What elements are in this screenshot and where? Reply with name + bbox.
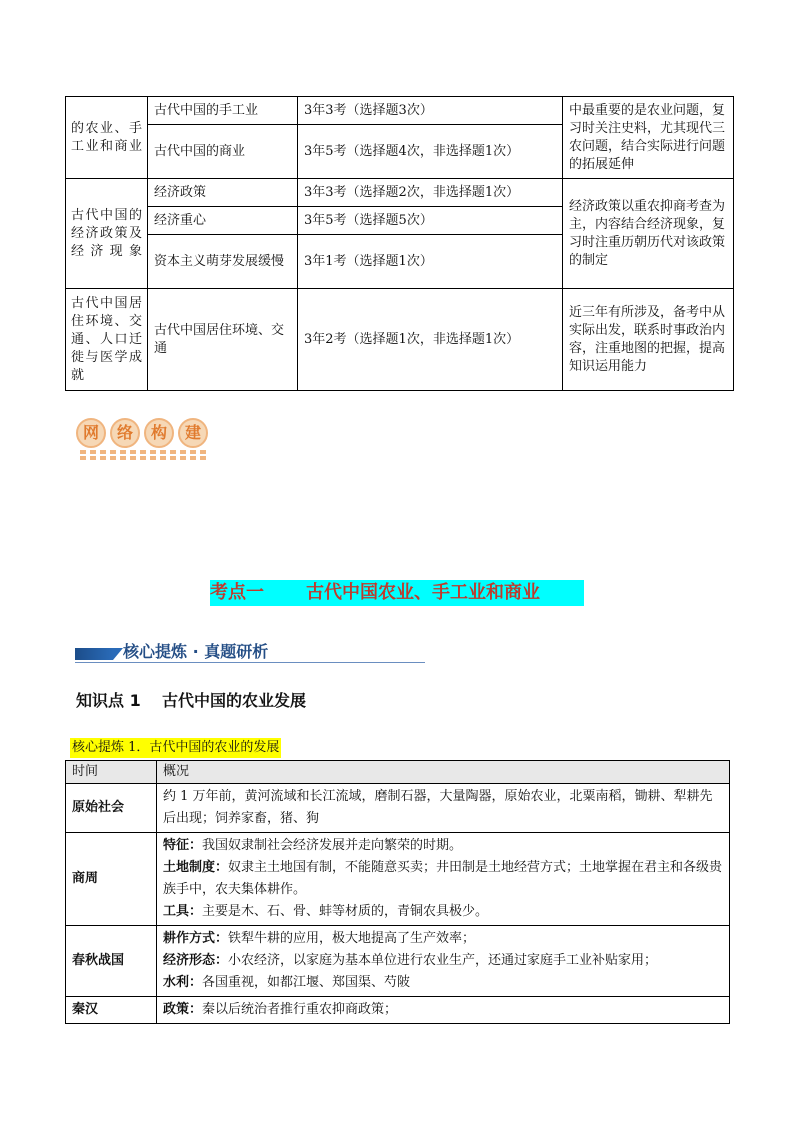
exam-cell: 3年3考（选择题2次，非选择题1次） (298, 179, 563, 207)
exam-cell: 3年1考（选择题1次） (298, 235, 563, 289)
topic-cell: 资本主义萌芽发展缓慢 (148, 235, 298, 289)
exam-cell: 3年5考（选择题4次，非选择题1次） (298, 125, 563, 179)
badge-char: 构 (144, 418, 174, 448)
badge-char: 网 (76, 418, 106, 448)
category-cell: 古代中国居住环境、交通、人口迁徙与医学成就 (66, 289, 148, 391)
topic-cell: 古代中国的手工业 (148, 97, 298, 125)
line-text: 主要是木、石、骨、蚌等材质的，青铜农具极少。 (202, 904, 489, 919)
topic-cell: 古代中国的商业 (148, 125, 298, 179)
overview-cell (157, 926, 730, 997)
badge-char: 建 (178, 418, 208, 448)
advice-cell: 近三年有所涉及，备考中从实际出发，联系时事政治内容，注重地图的把握，提高知识运用能力 (563, 289, 734, 391)
line-text: 奴隶主土地国有制，不能随意买卖；井田制是土地经营方式；土地掌握在君主和各级贵族手中，农夫集体耕作。 (163, 860, 723, 897)
exam-cell: 3年3考（选择题3次） (298, 97, 563, 125)
overview-line (163, 950, 723, 972)
line-keyword: 经济形态： (163, 953, 229, 968)
line-text: 小农经济，以家庭为基本单位进行农业生产，还通过家庭手工业补贴家用； (228, 953, 658, 968)
line-keyword: 土地制度： (163, 860, 229, 875)
topic-cell: 经济政策 (148, 179, 298, 207)
topic-cell: 经济重心 (148, 207, 298, 235)
line-keyword: 特征： (163, 838, 203, 853)
knowledge-point-title: 古代中国的农业发展 (162, 691, 307, 710)
agriculture-table (65, 760, 730, 1024)
advice-cell: 中最重要的是农业问题，复习时关注史料，尤其现代三农问题，结合实际进行问题的拓展延伸 (563, 97, 734, 179)
core-banner (75, 642, 425, 664)
overview-line (163, 835, 723, 857)
exam-analysis-table (65, 96, 734, 391)
advice-cell: 经济政策以重农抑商考查为主，内容结合经济现象，复习时注重历朝历代对该政策的制定 (563, 179, 734, 289)
header-cell: 时间 (66, 761, 157, 784)
line-text: 铁犁牛耕的应用，极大地提高了生产效率； (228, 931, 476, 946)
header-cell: 概况 (157, 761, 730, 784)
category-cell: 古代中国的经济政策及经济现象 (66, 179, 148, 289)
knowledge-point-heading (76, 690, 416, 712)
overview-line (163, 928, 723, 950)
period-cell: 原始社会 (66, 784, 157, 833)
overview-cell (157, 997, 730, 1024)
section-title: 古代中国农业、手工业和商业 (306, 582, 540, 603)
period-cell: 春秋战国 (66, 926, 157, 997)
exam-cell: 3年5考（选择题5次） (298, 207, 563, 235)
section-label: 考点一 (210, 582, 264, 603)
badge-decoration (80, 450, 206, 454)
overview-cell (157, 784, 730, 833)
knowledge-point-number: 知识点 1 (76, 691, 141, 710)
line-text: 秦以后统治者推行重农抑商政策； (202, 1002, 398, 1017)
line-text: 我国奴隶制社会经济发展并走向繁荣的时期。 (202, 838, 463, 853)
line-keyword: 水利： (163, 975, 203, 990)
overview-cell (157, 833, 730, 926)
highlight-label: 核心提炼 1．古代中国的农业的发展 (70, 738, 281, 758)
overview-line (163, 857, 723, 901)
category-cell: 的农业、手工业和商业 (66, 97, 148, 179)
line-keyword: 工具： (163, 904, 203, 919)
overview-line (163, 901, 723, 923)
line-keyword: 耕作方式： (163, 931, 229, 946)
line-keyword: 政策： (163, 1002, 203, 1017)
line-text: 各国重视，如都江堰、郑国渠、芍陂 (202, 975, 411, 990)
overview-text: 约 1 万年前，黄河流域和长江流域，磨制石器，大量陶器，原始农业，北粟南稻，锄耕、犁耕先后出现；饲养家畜，猪、狗 (163, 789, 713, 826)
banner-bar (75, 648, 113, 660)
topic-cell: 古代中国居住环境、交通 (148, 289, 298, 391)
banner-title: 核心提炼 · 真题研析 (123, 642, 269, 661)
exam-cell: 3年2考（选择题1次，非选择题1次） (298, 289, 563, 391)
section-heading (210, 580, 584, 606)
period-cell: 商周 (66, 833, 157, 926)
banner-bar-tip (113, 648, 123, 660)
period-cell: 秦汉 (66, 997, 157, 1024)
banner-underline (75, 662, 425, 663)
badge-decoration (80, 456, 206, 460)
badge-char: 络 (110, 418, 140, 448)
overview-line (163, 972, 723, 994)
network-construction-badge (76, 416, 212, 460)
overview-line (163, 999, 723, 1021)
